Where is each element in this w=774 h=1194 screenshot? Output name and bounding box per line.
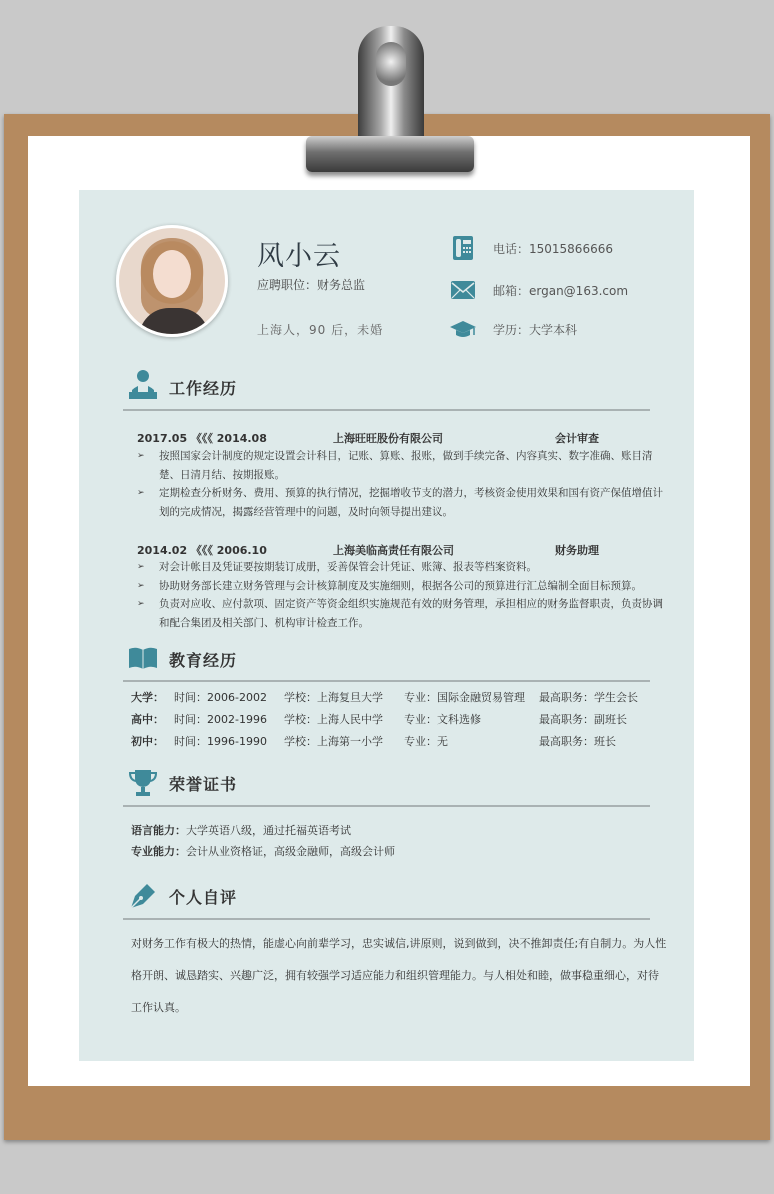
edu-post: 最高职务：副班长 — [539, 713, 627, 726]
section-title-self: 个人自评 — [169, 888, 238, 907]
resume-card — [79, 190, 694, 1061]
edu-major: 专业：无 — [404, 735, 448, 748]
contact-education — [449, 316, 577, 342]
edu-major: 专业：文科选修 — [404, 713, 481, 726]
section-divider — [123, 680, 650, 682]
edu-school: 学校：上海复旦大学 — [284, 691, 383, 704]
contact-phone — [449, 235, 613, 261]
job-role: 会计审查 — [555, 432, 599, 445]
job-period: 2017.05 《《《 2014.08 — [137, 432, 267, 445]
list-item: ➢ 对会计帐目及凭证要按期装订成册，妥善保管会计凭证、账簿、报表等档案资料。 — [127, 558, 663, 577]
phone-icon — [449, 235, 477, 261]
section-title-work: 工作经历 — [169, 379, 238, 398]
edu-level: 高中： — [131, 713, 164, 726]
table-row — [131, 689, 671, 709]
job-company: 上海旺旺股份有限公司 — [333, 432, 443, 445]
job-header — [137, 430, 599, 446]
section-divider — [123, 409, 650, 411]
section-divider — [123, 918, 650, 920]
job-duties — [127, 447, 663, 521]
section-divider — [123, 805, 650, 807]
applied-position: 应聘职位：财务总监 — [257, 278, 366, 292]
education-text: 学历：大学本科 — [493, 322, 578, 337]
honor-item — [131, 843, 395, 859]
mail-icon — [449, 277, 477, 303]
honor-label: 专业能力： — [131, 845, 186, 858]
edu-time: 时间：2006-2002 — [174, 691, 267, 704]
binder-clip-base — [306, 136, 474, 172]
edu-level: 初中： — [131, 735, 164, 748]
self-evaluation-text: 对财务工作有极大的热情，能虚心向前辈学习，忠实诚信,讲原则，说到做到，决不推卸责任;有自制力。为人性格开朗、诚恳踏实、兴趣广泛，拥有较强学习适应能力和组织管理能力。与人相处和睦，做事稳重细心，对待工作认真。 — [131, 937, 667, 1014]
edu-post: 最高职务：学生会长 — [539, 691, 638, 704]
honor-label: 语言能力： — [131, 824, 186, 837]
list-item: ➢ 定期检查分析财务、费用、预算的执行情况，挖掘增收节支的潜力，考核资金使用效果和国有资产保值增值计划的完成情况，揭露经营管理中的问题，及时向领导提出建议。 — [127, 484, 663, 521]
job-duties — [127, 558, 663, 632]
contact-email — [449, 277, 628, 303]
honor-item — [131, 822, 351, 838]
graduation-cap-icon — [449, 316, 477, 342]
list-item: ➢ 负责对应收、应付款项、固定资产等资金组织实施规范有效的财务管理，承担相应的财务监督职责，负责协调和配合集团及相关部门、机构审计检查工作。 — [127, 595, 663, 632]
candidate-name: 风小云 — [257, 241, 341, 272]
job-header — [137, 542, 599, 558]
edu-school: 学校：上海第一小学 — [284, 735, 383, 748]
table-row — [131, 711, 671, 731]
edu-time: 时间：2002-1996 — [174, 713, 267, 726]
honor-text: 会计从业资格证，高级金融师，高级会计师 — [186, 845, 395, 858]
job-company: 上海美临高责任有限公司 — [333, 544, 454, 557]
list-item: ➢ 协助财务部长建立财务管理与会计核算制度及实施细则，根据各公司的预算进行汇总编制全面目标预算。 — [127, 577, 663, 596]
list-item: ➢ 按照国家会计制度的规定设置会计科目，记账、算账、报账，做到手续完备、内容真实、数字准确、账目清楚、日清月结、按期报账。 — [127, 447, 663, 484]
phone-text: 电话：15015866666 — [493, 241, 613, 256]
avatar — [116, 225, 228, 337]
pen-icon — [127, 880, 159, 912]
section-title-education: 教育经历 — [169, 651, 238, 670]
book-icon — [127, 645, 159, 677]
section-title-honors: 荣誉证书 — [169, 775, 238, 794]
personal-intro: 上海人，90 后，未婚 — [257, 323, 384, 337]
edu-school: 学校：上海人民中学 — [284, 713, 383, 726]
binder-clip-hole — [376, 42, 406, 86]
job-role: 财务助理 — [555, 544, 599, 557]
edu-time: 时间：1996-1990 — [174, 735, 267, 748]
edu-post: 最高职务：班长 — [539, 735, 616, 748]
job-period: 2014.02 《《《 2006.10 — [137, 544, 267, 557]
worker-icon — [127, 368, 159, 400]
table-row — [131, 733, 671, 753]
trophy-icon — [127, 767, 159, 799]
edu-major: 专业：国际金融贸易管理 — [404, 691, 525, 704]
honor-text: 大学英语八级，通过托福英语考试 — [186, 824, 351, 837]
edu-level: 大学： — [131, 691, 164, 704]
email-text: 邮箱：ergan@163.com — [493, 283, 629, 298]
